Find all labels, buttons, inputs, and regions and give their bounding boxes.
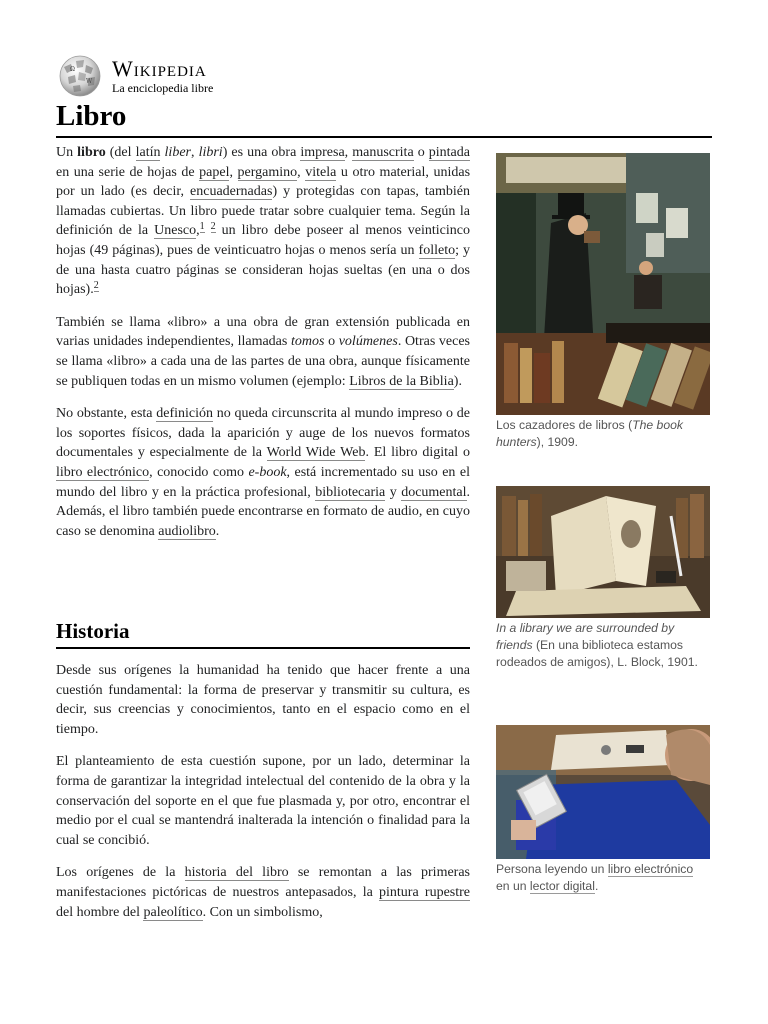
text: un libro debe poseer al menos veinticinco hojas (49 páginas), pues de veinticuatro hojas o menos sería un <box>56 223 471 258</box>
text: ), 1909. <box>536 435 578 449</box>
figure-book-hunters <box>496 153 710 451</box>
library-still-life-painting[interactable] <box>496 486 710 618</box>
link-folleto[interactable]: folleto <box>418 242 456 258</box>
wikipedia-wordmark[interactable] <box>112 55 214 95</box>
link-pintada[interactable]: pintada <box>428 145 470 160</box>
text: se remontan a las primeras manifestaciones pictóricas de nuestros antepasados, la <box>56 865 471 900</box>
section-heading: Historia <box>56 619 130 643</box>
page-title: Libro <box>56 100 127 132</box>
text: ) es una obra <box>222 145 301 160</box>
link-encuadernadas[interactable]: encuadernadas <box>190 184 273 200</box>
link-paleolitico[interactable]: paleolítico <box>143 904 203 920</box>
paragraph-intro <box>56 143 470 300</box>
text: . El libro digital o <box>365 445 471 461</box>
article-body <box>56 143 470 554</box>
person-reading-ebook-photo[interactable] <box>496 725 710 859</box>
text: , está incrementado su uso en el mundo del libro y en la práctica profesional, <box>56 464 471 500</box>
text: , <box>196 223 200 239</box>
link-libros-de-la-biblia[interactable]: Libros de la Biblia <box>349 373 454 389</box>
caption-italic: In a library we are surrounded by friends <box>496 621 675 652</box>
text: ) y protegidas con tapas, también llamadas cubiertas. Un libro puede tratar sobre cualquier tema. Según la definición de la <box>56 184 471 239</box>
paragraph-digital <box>56 404 470 541</box>
link-documental[interactable]: documental <box>401 484 467 500</box>
text: ). <box>453 373 462 389</box>
text: en un <box>496 879 530 893</box>
text: . <box>215 523 220 539</box>
text: del hombre del <box>56 904 144 920</box>
term-libro: libro <box>77 145 106 160</box>
link-audiolibro[interactable]: audiolibro <box>158 523 216 539</box>
text: (En una biblioteca estamos rodeados de amigos), L. Block, 1901. <box>496 638 698 669</box>
text: no queda circunscrita al mundo impreso o de los soportes físicos, dada la aparición y auge de los nuevos formatos documentales y especialmente de la <box>56 406 470 461</box>
section-divider <box>56 647 470 649</box>
historia-paragraph-3 <box>56 863 470 922</box>
svg-text:Ω: Ω <box>70 66 75 73</box>
text: en una serie de hojas de <box>56 164 200 180</box>
italic-liber: liber <box>164 145 191 160</box>
historia-paragraph-1: Desde sus orígenes la humanidad ha tenido que hacer frente a una cuestión fundamental: la forma de preservar y transmitir su cultura, es decir, sus creencias y conocimientos, tanto en el espacio como en el tiempo. <box>56 663 470 737</box>
text: . Con un simbolismo, <box>202 904 323 920</box>
text: También se llama «libro» a una obra de gran extensión publicada en varias unidades independientes, llamadas <box>56 314 470 350</box>
italic-volumenes: volúmenes <box>338 334 398 350</box>
text: o <box>413 145 429 160</box>
text: . Otras veces se llama «libro» a cada una de las partes de una obra, aunque físicamente se publiquen todas en un mismo volumen (ejemplo: <box>56 334 470 389</box>
link-manuscrita[interactable]: manuscrita <box>352 145 414 160</box>
book-hunters-painting[interactable] <box>496 153 710 415</box>
paragraph-tomos <box>56 313 470 391</box>
text: . Además, el libro también puede encontrarse en formato de audio, en cuyo caso se denomina <box>56 484 470 539</box>
text: (del <box>105 145 136 160</box>
figure-caption <box>496 417 710 451</box>
reference-label: 2 <box>93 280 99 292</box>
text: , conocido como <box>149 464 249 480</box>
link-libro-electronico[interactable]: libro electrónico <box>56 464 150 480</box>
reference-label: 2 <box>210 221 216 233</box>
text: Un <box>56 145 78 160</box>
text: o <box>324 334 339 350</box>
italic-tomos: tomos <box>290 334 325 350</box>
title-divider <box>56 136 712 138</box>
text: , <box>344 145 353 160</box>
link-latin[interactable]: latín <box>135 145 161 160</box>
italic-ebook: e-book <box>248 464 287 480</box>
text: Persona leyendo un <box>496 862 608 876</box>
site-tagline: La enciclopedia libre <box>112 80 214 95</box>
link-vitela[interactable]: vitela <box>305 164 337 180</box>
link-definicion[interactable]: definición <box>156 406 214 422</box>
link-unesco[interactable]: Unesco <box>154 223 197 239</box>
text: No obstante, esta <box>56 406 157 422</box>
text: , <box>191 145 199 160</box>
historia-paragraph-2: El planteamiento de esta cuestión supone, por un lado, determinar la forma de garantizar la integridad intelectual del contenido de la obra y la conservación del soporte en el que fue plasmada y, por otro, encontrar el medio por el cual se mantendrá inalterada la intención o finalidad para la cual se concibió. <box>56 754 470 848</box>
section-historia <box>56 618 470 935</box>
reference-label: 1 <box>199 221 205 233</box>
text: , <box>229 164 238 180</box>
figure-ebook-reader <box>496 725 710 895</box>
reference-1[interactable] <box>200 221 205 233</box>
caption-italic: The book hunters <box>496 418 683 449</box>
text: , <box>297 164 306 180</box>
link-pintura-rupestre[interactable]: pintura rupestre <box>379 884 470 900</box>
text: Los cazadores de libros ( <box>496 418 633 432</box>
figure-caption <box>496 620 710 671</box>
text: Los orígenes de la <box>56 865 185 881</box>
link-pergamino[interactable]: pergamino <box>237 164 298 180</box>
section-body <box>56 661 470 922</box>
figure-library-friends <box>496 486 710 671</box>
link-bibliotecaria[interactable]: bibliotecaria <box>315 484 386 500</box>
site-header <box>56 54 213 98</box>
text: y <box>385 484 402 500</box>
link-world-wide-web[interactable]: World Wide Web <box>266 445 366 461</box>
figure-caption <box>496 861 710 895</box>
site-name: Wikipedia <box>112 55 207 81</box>
link-historia-del-libro[interactable]: historia del libro <box>184 865 289 881</box>
wikipedia-globe-logo[interactable] <box>56 55 104 97</box>
link-impresa[interactable]: impresa <box>300 145 345 160</box>
italic-libri: libri <box>198 145 223 160</box>
link-libro-electronico-caption[interactable]: libro electrónico <box>607 862 694 876</box>
link-lector-digital[interactable]: lector digital <box>529 879 595 893</box>
text: u otro material, unidas por un lado (es decir, <box>56 164 471 200</box>
link-papel[interactable]: papel <box>199 164 230 180</box>
text: . <box>594 879 599 893</box>
svg-text:W: W <box>86 78 93 85</box>
text: ; y de una hasta cuatro páginas se consideran hojas sueltas (en una o dos hojas). <box>56 242 470 298</box>
reference-2b[interactable] <box>94 280 99 292</box>
